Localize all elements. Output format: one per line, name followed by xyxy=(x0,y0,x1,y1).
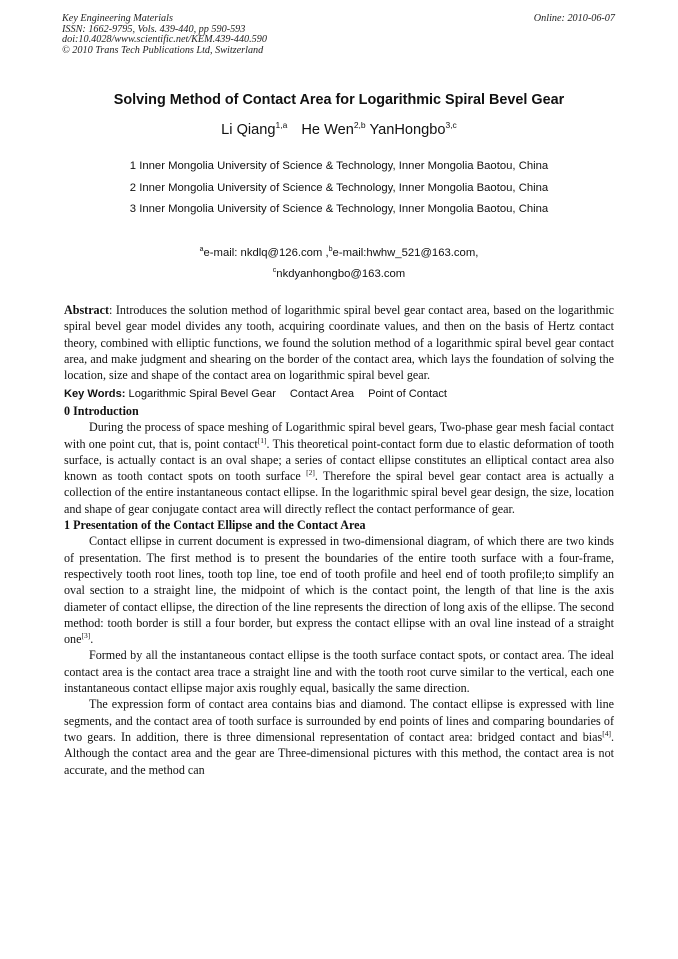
author-list xyxy=(0,122,678,138)
online-date: Online: 2010-06-07 xyxy=(533,13,615,24)
paragraph-text: . This theoretical point-contact form due to elastic deformation of tooth surface, is actually contact is an oval shape; a series of contact ellipse constitutes an elliptical contact area also known as tooth contact spots on tooth surface xyxy=(64,436,614,484)
keywords-label: Key Words: xyxy=(64,388,126,401)
author-name: Li Qiang xyxy=(221,122,276,138)
keywords xyxy=(64,386,614,403)
affiliation-line: 3 Inner Mongolia University of Science & Technology, Inner Mongolia Baotou, China xyxy=(129,203,549,215)
affiliations xyxy=(0,156,678,221)
citation-ref[interactable]: [3] xyxy=(81,631,91,641)
paragraph-text: Contact ellipse in current document is expressed in two-dimensional diagram, of which there are two kinds of presentation. The first method is to present the boundaries of the entire tooth surface with a four-frame, respectively tooth root lines, tooth top line, toe end of tooth profile and heel end of tooth profile;to simplify an oval section to a straight line, the midpoint of which is the contact point, the length of that line is the axis diameter of contact ellipse, the direction of the line represents the direction of long axis of the ellipse. The second method: tooth border is still a four border, but express the contact ellipse with an oval line instead of a straight one xyxy=(64,534,614,647)
author-affil-sup: 2,b xyxy=(353,120,366,130)
email-c[interactable]: nkdyanhongbo@163.com xyxy=(276,268,406,280)
journal-name: Key Engineering Materials xyxy=(62,13,173,24)
journal-doi[interactable]: doi:10.4028/www.scientific.net/KEM.439-440.590 xyxy=(62,34,267,46)
email-b[interactable]: e-mail:hwhw_521@163.com, xyxy=(332,247,479,259)
paragraph-text: . Therefore the spiral bevel gear contact area is actually a collection of the entire instantaneous contact ellipse. In the logarithmic spiral bevel gear design, the size, location and shape of gear conjugate contact area will directly reflect the contact performance of gear. xyxy=(64,469,615,516)
paragraph xyxy=(64,696,614,777)
affiliation-line: 2 Inner Mongolia University of Science & Technology, Inner Mongolia Baotou, China xyxy=(129,181,549,194)
keyword-item: Contact Area xyxy=(289,388,355,401)
paragraph-text: . xyxy=(90,632,94,647)
section-heading-introduction: 0 Introduction xyxy=(64,403,139,418)
author-affil-sup: 1,a xyxy=(275,120,288,130)
journal-issn: ISSN: 1662-9795, Vols. 439-440, pp 590-593 xyxy=(62,23,246,35)
citation-ref[interactable]: [4] xyxy=(602,728,611,738)
paragraph xyxy=(64,533,614,647)
abstract-label: Abstract xyxy=(64,303,110,317)
email-a[interactable]: e-mail: nkdlq@126.com , xyxy=(203,247,329,259)
paper-body xyxy=(64,302,614,778)
paragraph-text: The expression form of contact area contains bias and diamond. The contact ellipse is expressed with line segments, and the contact area of tooth surface is surrounded by end points of lines and comparing boundaries of two gears. In addition, there is three dimensional representation of contact area: bridged contact and bias xyxy=(64,697,614,744)
email-sup: c xyxy=(272,267,277,274)
paragraph xyxy=(64,419,614,517)
affiliation-line: 1 Inner Mongolia University of Science & Technology, Inner Mongolia Baotou, China xyxy=(129,160,549,172)
email-sup: a xyxy=(199,246,204,253)
citation-ref[interactable]: [1] xyxy=(257,435,267,445)
author-name: YanHongbo xyxy=(369,122,446,138)
author-affil-sup: 3,c xyxy=(445,120,457,130)
paragraph: Formed by all the instantaneous contact ellipse is the tooth surface contact spots, or contact area. The ideal contact area is the contact area trace a straight line and with the tooth root curve similar to the vertical, each one instantaneous contact ellipse major axis roughly equal, basically the same direction. xyxy=(64,648,614,696)
abstract-text: Introduces the solution method of logarithmic spiral bevel gear contact area, based on the logarithmic spiral bevel gear model divides any tooth, acquiring coordinate values, and then on the basis of Hertz contact theory, combined with elliptic functions, we found the solution method of a logarithmic spiral bevel gear contact area, and make judgment and shearing on the border of the contact area, which lays the foundation of solving the location, size and shape of the contact area on logarithmic spiral bevel gear. xyxy=(64,303,614,383)
citation-ref[interactable]: [2] xyxy=(306,468,315,478)
section-heading-presentation: 1 Presentation of the Contact Ellipse and the Contact Area xyxy=(64,518,366,533)
author-name: He Wen xyxy=(301,122,354,138)
keyword-item: Logarithmic Spiral Bevel Gear xyxy=(128,388,276,401)
email-sup: b xyxy=(328,246,333,253)
abstract xyxy=(64,302,614,383)
paragraph-text: . Although the contact area and the gear are Three-dimensional pictures with this method, the contact area is not accurate, and the method can xyxy=(64,729,614,777)
journal-copyright: © 2010 Trans Tech Publications Ltd, Switzerland xyxy=(62,44,264,56)
journal-header xyxy=(62,14,267,56)
keyword-item: Point of Contact xyxy=(368,388,447,401)
paragraph-text: During the process of space meshing of Logarithmic spiral bevel gears, Two-phase gear mesh facial contact with one point cut, that is, point contact xyxy=(64,420,614,451)
author-emails xyxy=(0,243,678,285)
abstract-colon: : xyxy=(109,303,113,317)
paper-title: Solving Method of Contact Area for Logarithmic Spiral Bevel Gear xyxy=(113,92,565,108)
